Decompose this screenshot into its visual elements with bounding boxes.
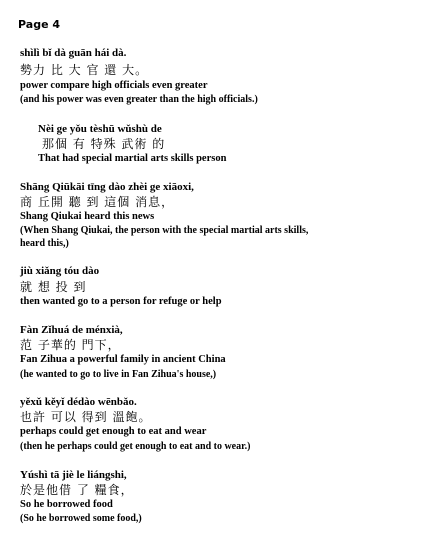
hanzi-line-4: 就 想 投 到 (20, 280, 87, 294)
pinyin-line-1: shìlì bǐ dà guān hái dà. (20, 47, 127, 59)
pinyin-line-4: jiù xiǎng tóu dào (20, 265, 100, 277)
translation-line-5: (he wanted to go to live in Fan Zihua's house,) (20, 369, 217, 380)
hanzi-line-5: 范 子華的 門下， (20, 338, 121, 352)
english-line-3: Shang Qiukai heard this news (20, 211, 155, 222)
translation-line-6: (then he perhaps could get enough to eat and to wear.) (20, 441, 251, 452)
pinyin-line-5: Fàn Zǐhuá de ménxià, (20, 324, 123, 336)
english-line-1: power compare high officials even greater (20, 80, 208, 91)
hanzi-line-6: 也許 可以 得到 溫飽。 (20, 410, 152, 424)
english-line-2: That had special martial arts skills person (38, 153, 227, 164)
english-line-7: So he borrowed food (20, 499, 113, 510)
pinyin-line-7: Yúshì tā jiè le liángshi, (20, 469, 127, 481)
pinyin-line-6: yěxǔ kěyǐ dédào wēnbǎo. (20, 396, 137, 408)
hanzi-line-7: 於是他借 了 糧食， (20, 483, 134, 497)
translation-line-7: (So he borrowed some food,) (20, 513, 142, 524)
pinyin-line-2: Nèi ge yǒu tèshū wǔshù de (38, 123, 162, 135)
pinyin-line-3: Shāng Qiūkāi tīng dào zhèi ge xiāoxi, (20, 181, 194, 193)
hanzi-line-2: 那個 有 特殊 武術 的 (42, 137, 166, 151)
page-number: Page 4 (18, 18, 61, 31)
english-line-6: perhaps could get enough to eat and wear (20, 426, 207, 437)
english-line-5: Fan Zihua a powerful family in ancient China (20, 354, 226, 365)
english-line-4: then wanted go to a person for refuge or help (20, 296, 222, 307)
hanzi-line-3: 商 丘開 聽 到 這個 消息， (20, 195, 175, 209)
translation-line-1: (and his power was even greater than the high officials.) (20, 94, 258, 105)
translation-line-3b: heard this,) (20, 238, 69, 249)
hanzi-line-1: 勢力 比 大 官 還 大。 (20, 63, 149, 77)
translation-line-3: (When Shang Qiukai, the person with the special martial arts skills, (20, 225, 309, 236)
